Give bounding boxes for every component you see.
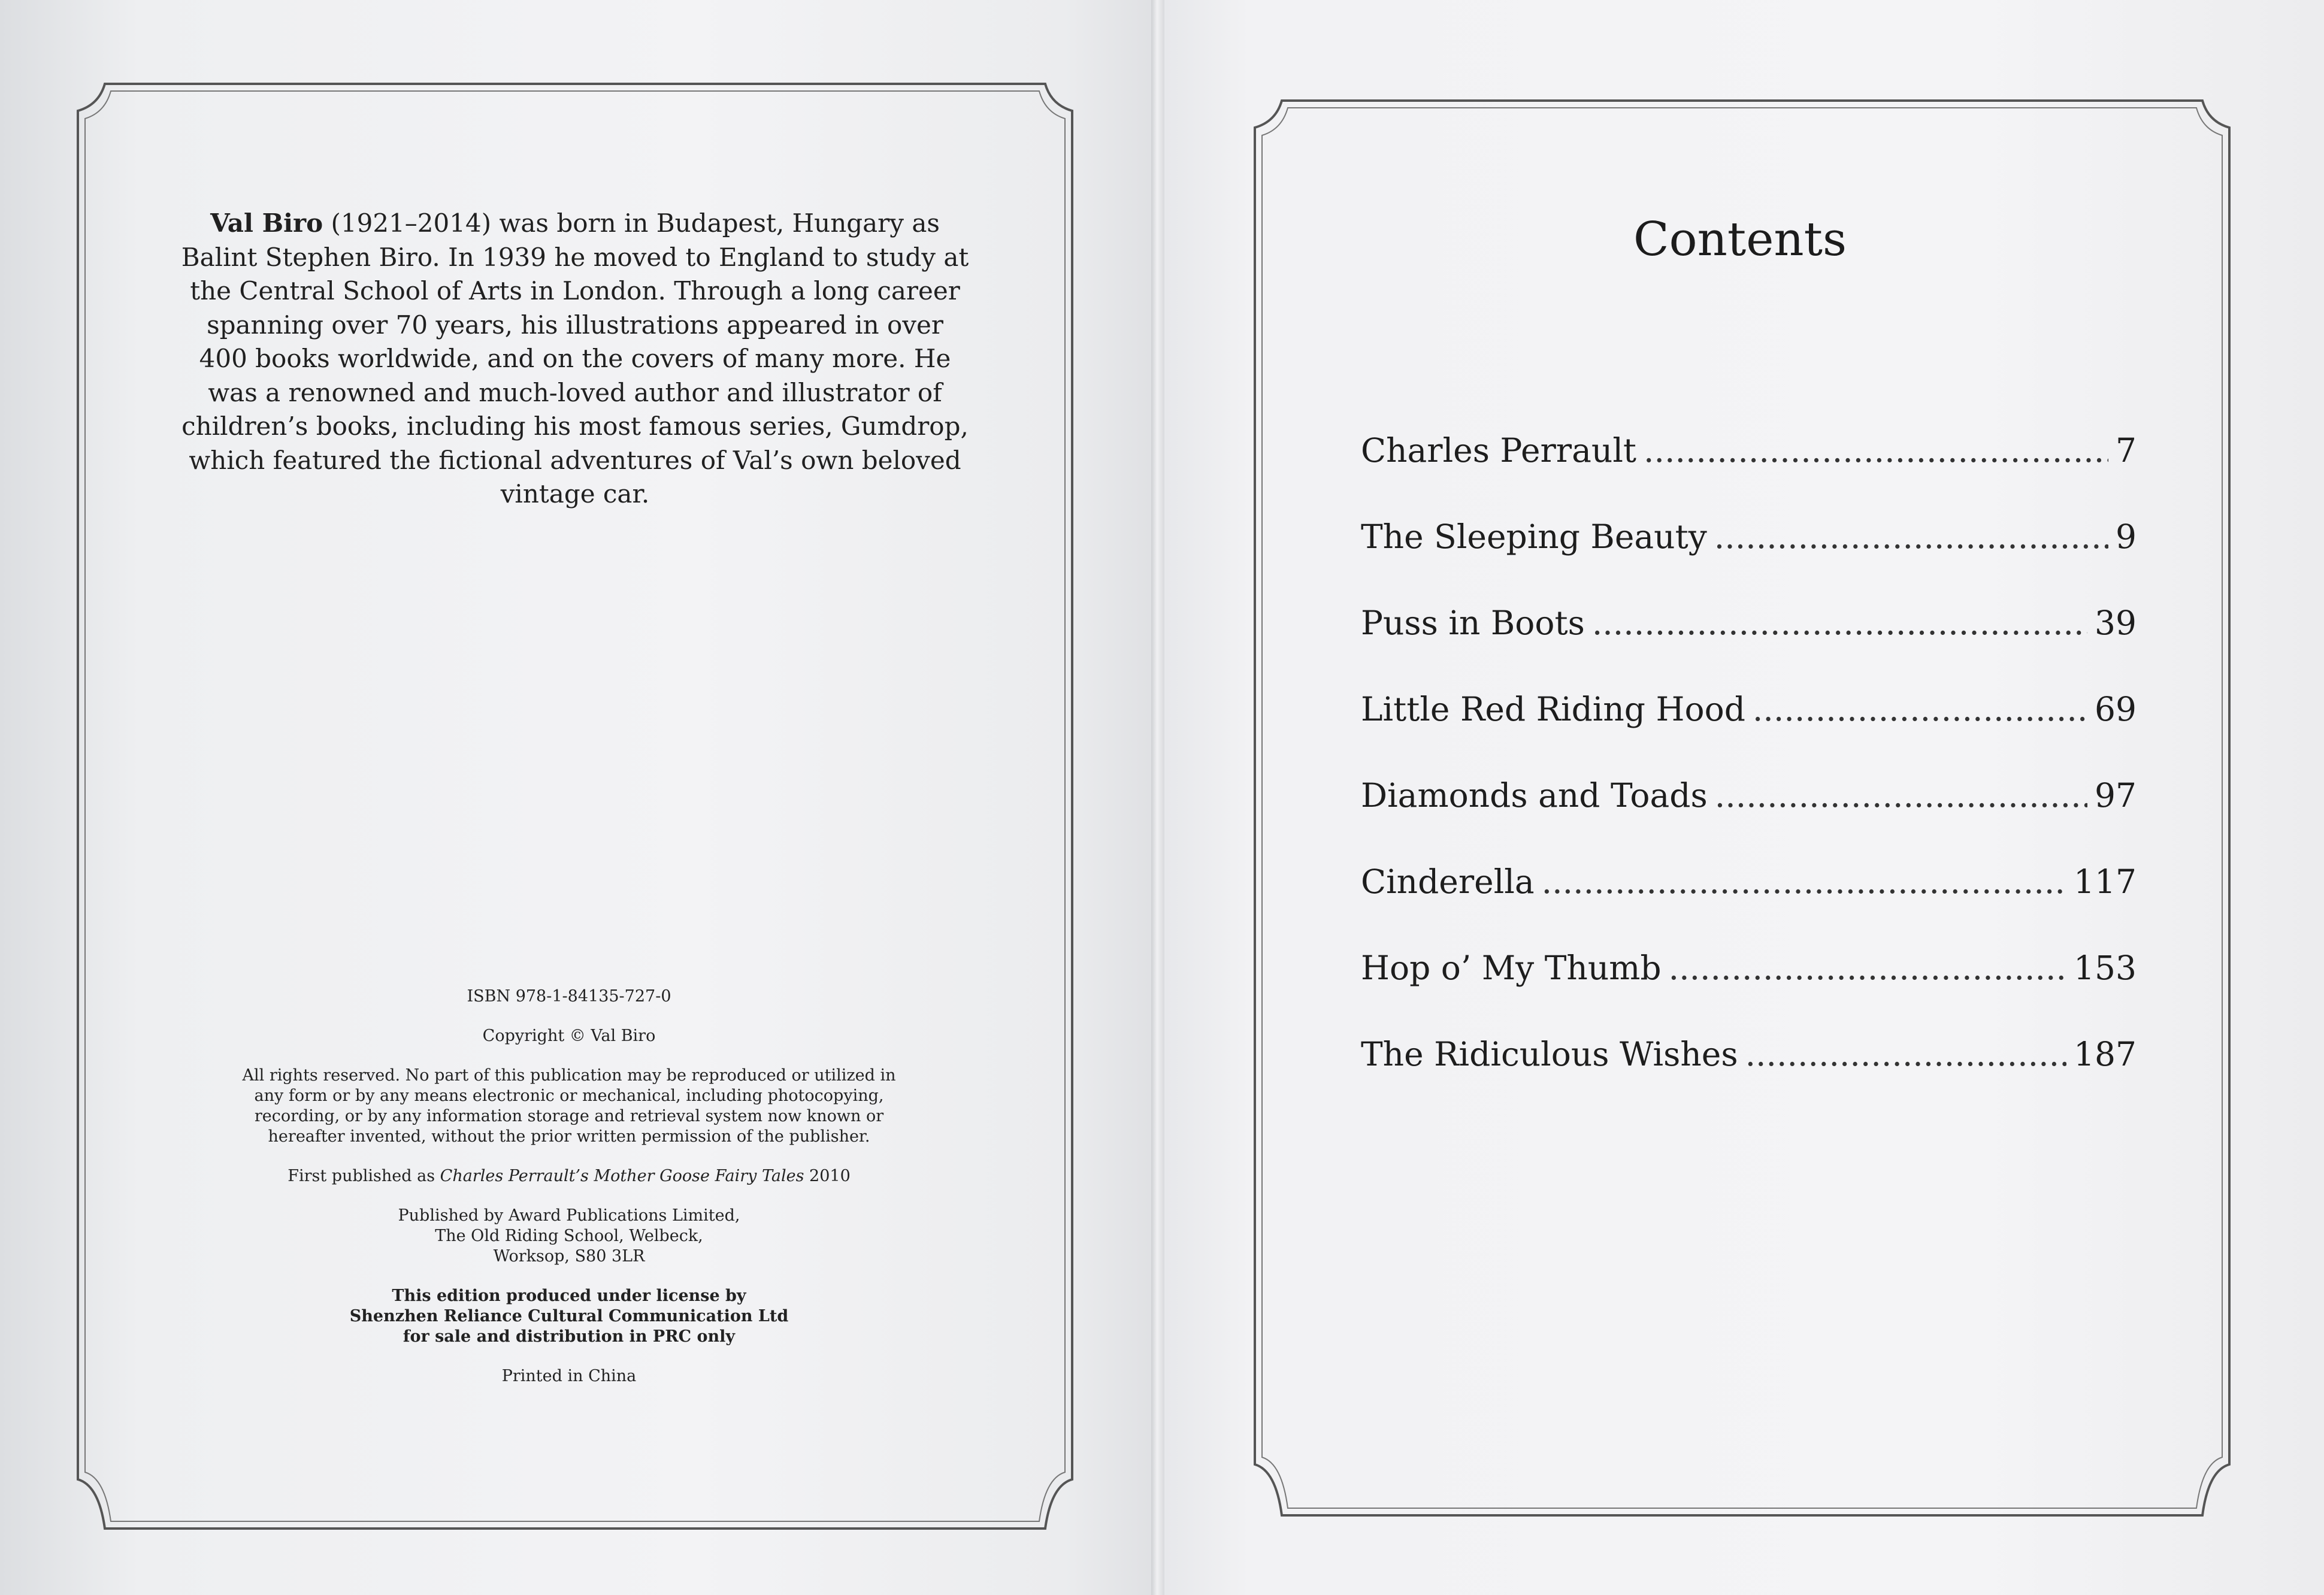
toc-entry-page-number: 117	[2074, 862, 2137, 901]
isbn: ISBN 978-1-84135-727-0	[467, 987, 671, 1006]
biography-text: (1921–2014) was born in Budapest, Hungary as Balint Stephen Biro. In 1939 he moved to England to study at the Central School of Arts in London. Through a long career spanning over 70 years, his illustrations appeared in over 400 books worldwide, and on the covers of many more. He was a renowned and much-loved author and illustrator of children’s books, including his most famous series, Gumdrop, which featured the fictional adventures of Val’s own beloved vintage car.	[181, 208, 969, 509]
publisher-line: Worksop, S80 3LR	[493, 1247, 645, 1266]
toc-leader-dots	[1745, 1035, 2066, 1073]
rights-statement: All rights reserved. No part of this publication may be reproduced or utilized in any form or by any means electronic or mechanical, including photocopying, recording, or by any information storage and retrieval system now known or hereafter invented, without the prior written permission of the publisher.	[242, 1066, 896, 1146]
contents-heading: Contents	[1633, 213, 1847, 267]
toc-entry-title: Cinderella	[1361, 862, 1535, 901]
toc-entry-title: Puss in Boots	[1361, 604, 1585, 642]
toc-entry-title: Hop o’ My Thumb	[1361, 949, 1662, 987]
toc-entry	[1361, 776, 2137, 862]
toc-leader-dots	[1644, 431, 2108, 470]
toc-entry-page-number: 153	[2074, 949, 2137, 987]
left-page	[0, 0, 1157, 1595]
toc-entry-page-number: 69	[2095, 690, 2137, 728]
first-published-year: 2010	[804, 1167, 851, 1185]
toc-leader-dots	[1753, 690, 2087, 728]
license-line: Shenzhen Reliance Cultural Communication Ltd	[349, 1307, 789, 1325]
first-published-title: Charles Perrault’s Mother Goose Fairy Tales	[440, 1167, 804, 1185]
publisher-line: The Old Riding School, Welbeck,	[435, 1227, 703, 1245]
toc-entry	[1361, 862, 2137, 949]
toc-leader-dots	[1714, 517, 2108, 556]
toc-entry	[1361, 431, 2137, 517]
toc-entry-title: Diamonds and Toads	[1361, 776, 1708, 815]
license-line: for sale and distribution in PRC only	[403, 1327, 736, 1346]
printed-in: Printed in China	[501, 1367, 637, 1385]
author-biography	[180, 207, 970, 512]
toc-leader-dots	[1715, 776, 2087, 815]
toc-entry-page-number: 7	[2116, 431, 2137, 470]
toc-entry	[1361, 517, 2137, 604]
first-published	[240, 1166, 898, 1187]
toc-entry-title: Charles Perrault	[1361, 431, 1637, 470]
toc-leader-dots	[1542, 862, 2066, 901]
toc-entry-title: The Sleeping Beauty	[1361, 517, 1707, 556]
toc-entry	[1361, 1035, 2137, 1121]
toc-entry-title: The Ridiculous Wishes	[1361, 1035, 1738, 1073]
table-of-contents	[1361, 431, 2137, 1121]
toc-entry-page-number: 187	[2074, 1035, 2137, 1073]
copyright-imprint	[240, 986, 898, 1406]
toc-leader-dots	[1592, 604, 2087, 642]
toc-entry	[1361, 690, 2137, 776]
book-gutter	[1151, 0, 1164, 1595]
license-line: This edition produced under license by	[392, 1287, 746, 1305]
license-notice	[240, 1286, 898, 1347]
toc-entry-page-number: 9	[2116, 517, 2137, 556]
toc-entry	[1361, 949, 2137, 1035]
toc-entry	[1361, 604, 2137, 690]
toc-entry-page-number: 97	[2095, 776, 2137, 815]
toc-entry-page-number: 39	[2095, 604, 2137, 642]
toc-entry-title: Little Red Riding Hood	[1361, 690, 1745, 728]
first-published-prefix: First published as	[288, 1167, 440, 1185]
copyright-notice: Copyright © Val Biro	[482, 1027, 656, 1045]
toc-leader-dots	[1669, 949, 2066, 987]
author-name: Val Biro	[210, 208, 323, 238]
publisher-address	[240, 1206, 898, 1267]
publisher-line: Published by Award Publications Limited,	[398, 1206, 740, 1225]
